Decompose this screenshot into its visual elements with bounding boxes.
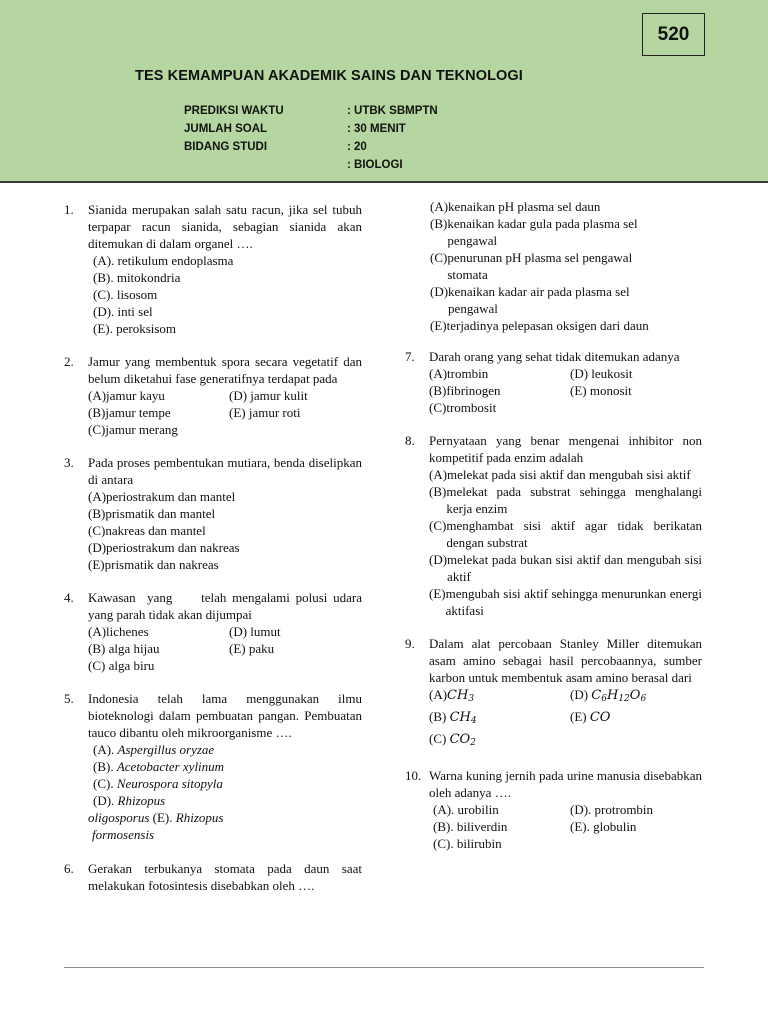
answer-option[interactable]: oligosporus (E). Rhizopus: [88, 810, 224, 825]
answer-option[interactable]: (B). biliverdin: [433, 819, 508, 834]
answer-option[interactable]: (C) alga biru: [88, 658, 155, 673]
question-number: 1.: [64, 202, 74, 217]
answer-option[interactable]: (E) monosit: [570, 383, 632, 398]
answer-option[interactable]: (D) leukosit: [570, 366, 633, 381]
answer-option[interactable]: (B) $CH_4$: [429, 709, 477, 726]
question-stem: Warna kuning jernih pada urine manusia disebabkan oleh adanya ….: [429, 768, 702, 800]
answer-option[interactable]: (A). urobilin: [433, 802, 499, 817]
answer-option[interactable]: (E) terjadinya pelepasan oksigen dari daun: [430, 318, 649, 333]
answer-option[interactable]: (A). Aspergillus oryzae: [93, 742, 215, 757]
question-9: [405, 635, 702, 752]
question-8: [405, 432, 702, 619]
question-6-options: [405, 198, 702, 334]
right-column: [405, 198, 702, 852]
answer-option[interactable]: (D). protrombin: [570, 802, 654, 817]
answer-option[interactable]: (E). peroksisom: [93, 321, 177, 336]
answer-option[interactable]: (D). Rhizopus: [93, 793, 166, 808]
question-stem: Gerakan terbukanya stomata pada daun saat melakukan fotosintesis disebabkan oleh ….: [88, 861, 362, 893]
meta-value: : BIOLOGI: [347, 159, 403, 171]
meta-row: [184, 102, 438, 120]
answer-option[interactable]: (B). mitokondria: [93, 270, 181, 285]
question-number: 4.: [64, 590, 74, 605]
answer-option[interactable]: (B) melekat pada substrat sehingga menghalangi kerja enzim: [429, 484, 702, 516]
answer-option[interactable]: (E) paku: [229, 641, 275, 656]
question-number: 5.: [64, 691, 74, 706]
answer-option[interactable]: (C). bilirubin: [433, 836, 502, 851]
meta-row: [184, 156, 438, 174]
exam-meta: [184, 102, 438, 174]
answer-option[interactable]: (B) jamur tempe: [88, 405, 171, 420]
meta-value: : 30 MENIT: [347, 123, 406, 135]
answer-option[interactable]: (B). Acetobacter xylinum: [93, 759, 225, 774]
meta-row: [184, 138, 438, 156]
question-10: [405, 767, 702, 852]
question-stem: Darah orang yang sehat tidak ditemukan adanya: [429, 349, 680, 364]
question-number: 7.: [405, 349, 415, 364]
meta-row: [184, 120, 438, 138]
question-2: [64, 353, 362, 438]
left-column: [64, 201, 366, 894]
answer-option[interactable]: (C) penurunan pH plasma sel pengawal stomata: [430, 250, 633, 282]
question-stem: Sianida merupakan salah satu racun, jika sel tubuh terpapar racun sianida, sebagian sianida akan ditemukan di dalam organel ….: [88, 202, 362, 251]
answer-option[interactable]: (B) prismatik dan mantel: [88, 506, 216, 521]
question-number: 10.: [405, 768, 422, 783]
exam-code: 520: [642, 13, 705, 56]
answer-option[interactable]: (A) periostrakum dan mantel: [88, 489, 236, 504]
answer-option[interactable]: (B) fibrinogen: [429, 383, 501, 398]
answer-option[interactable]: (A) jamur kayu: [88, 388, 165, 403]
question-stem: Pernyataan yang benar mengenai inhibitor non kompetitif pada enzim adalah: [429, 433, 702, 465]
answer-option[interactable]: (E) mengubah sisi aktif sehingga menurunkan energi aktifasi: [429, 586, 702, 618]
answer-option[interactable]: $(A)CH_3$: [429, 687, 475, 704]
answer-option[interactable]: (D). inti sel: [93, 304, 153, 319]
question-3: [64, 454, 362, 573]
question-number: 9.: [405, 636, 415, 651]
answer-option[interactable]: (A)lichenes: [88, 624, 149, 639]
question-stem: Dalam alat percobaan Stanley Miller ditemukan asam amino sebagai hasil percobaannya, sumber karbon untuk membentuk asam amino berasal dari: [429, 636, 702, 685]
answer-option[interactable]: (E) prismatik dan nakreas: [88, 557, 219, 572]
question-number: 2.: [64, 354, 74, 369]
question-stem: Kawasan yang telah mengalami polusi udara yang parah tidak akan dijumpai: [88, 590, 366, 622]
question-5: [64, 690, 362, 843]
answer-option[interactable]: (E) jamur roti: [229, 405, 301, 420]
question-stem: Pada proses pembentukan mutiara, benda diselipkan di antara: [88, 455, 362, 487]
answer-option[interactable]: (C) jamur merang: [88, 422, 178, 437]
question-stem: Jamur yang membentuk spora secara vegetatif dan belum diketahui fase generatifnya terdapat pada: [88, 354, 362, 386]
meta-label: BIDANG STUDI: [184, 141, 268, 153]
answer-option[interactable]: (C) $CO_2$: [429, 731, 476, 748]
header-band: [0, 0, 768, 183]
answer-option[interactable]: (C). lisosom: [93, 287, 158, 302]
question-1: [64, 201, 362, 337]
answer-option[interactable]: (D) periostrakum dan nakreas: [88, 540, 240, 555]
answer-option[interactable]: (D) melekat pada bukan sisi aktif dan mengubah sisi aktif: [429, 552, 702, 584]
answer-option[interactable]: (A) trombin: [429, 366, 489, 381]
meta-label: [184, 156, 347, 174]
question-4: [64, 589, 366, 674]
answer-option[interactable]: (D) $C_6H_{12}O_6$: [570, 687, 647, 704]
question-number: 3.: [64, 455, 74, 470]
answer-option[interactable]: (A) kenaikan pH plasma sel daun: [430, 199, 601, 214]
answer-option[interactable]: (B) kenaikan kadar gula pada plasma sel pengawal: [430, 216, 638, 248]
answer-option[interactable]: (A) melekat pada sisi aktif dan mengubah sisi aktif: [429, 467, 691, 482]
answer-option[interactable]: (D) jamur kulit: [229, 388, 308, 403]
meta-value: : 20: [347, 141, 367, 153]
exam-title: TES KEMAMPUAN AKADEMIK SAINS DAN TEKNOLOGI: [135, 68, 523, 84]
answer-option[interactable]: (E). globulin: [570, 819, 637, 834]
answer-option[interactable]: (C) trombosit: [429, 400, 497, 415]
answer-option[interactable]: (C) menghambat sisi aktif agar tidak berikatan dengan substrat: [429, 518, 702, 550]
answer-option[interactable]: (B) alga hijau: [88, 641, 160, 656]
meta-value: : UTBK SBMPTN: [347, 105, 438, 117]
answer-option[interactable]: (E) CO: [570, 709, 611, 725]
answer-option-continued: formosensis: [92, 827, 155, 842]
question-7: [405, 348, 702, 416]
answer-option[interactable]: (D) kenaikan kadar air pada plasma sel pengawal: [430, 284, 630, 316]
answer-option[interactable]: (C) nakreas dan mantel: [88, 523, 206, 538]
answer-option[interactable]: (A). retikulum endoplasma: [93, 253, 234, 268]
question-number: 6.: [64, 861, 74, 876]
answer-option[interactable]: (C). Neurospora sitopyla: [93, 776, 223, 791]
answer-option[interactable]: (D) lumut: [229, 624, 281, 639]
footer-rule: [64, 967, 704, 968]
question-6: [64, 860, 362, 894]
question-stem: Indonesia telah lama menggunakan ilmu bioteknologi dalam pembuatan pangan. Pembuatan tauco dibantu oleh mikroorganisme ….: [88, 691, 362, 740]
question-number: 8.: [405, 433, 415, 448]
meta-label: JUMLAH SOAL: [184, 123, 268, 135]
meta-label: PREDIKSI WAKTU: [184, 105, 284, 117]
